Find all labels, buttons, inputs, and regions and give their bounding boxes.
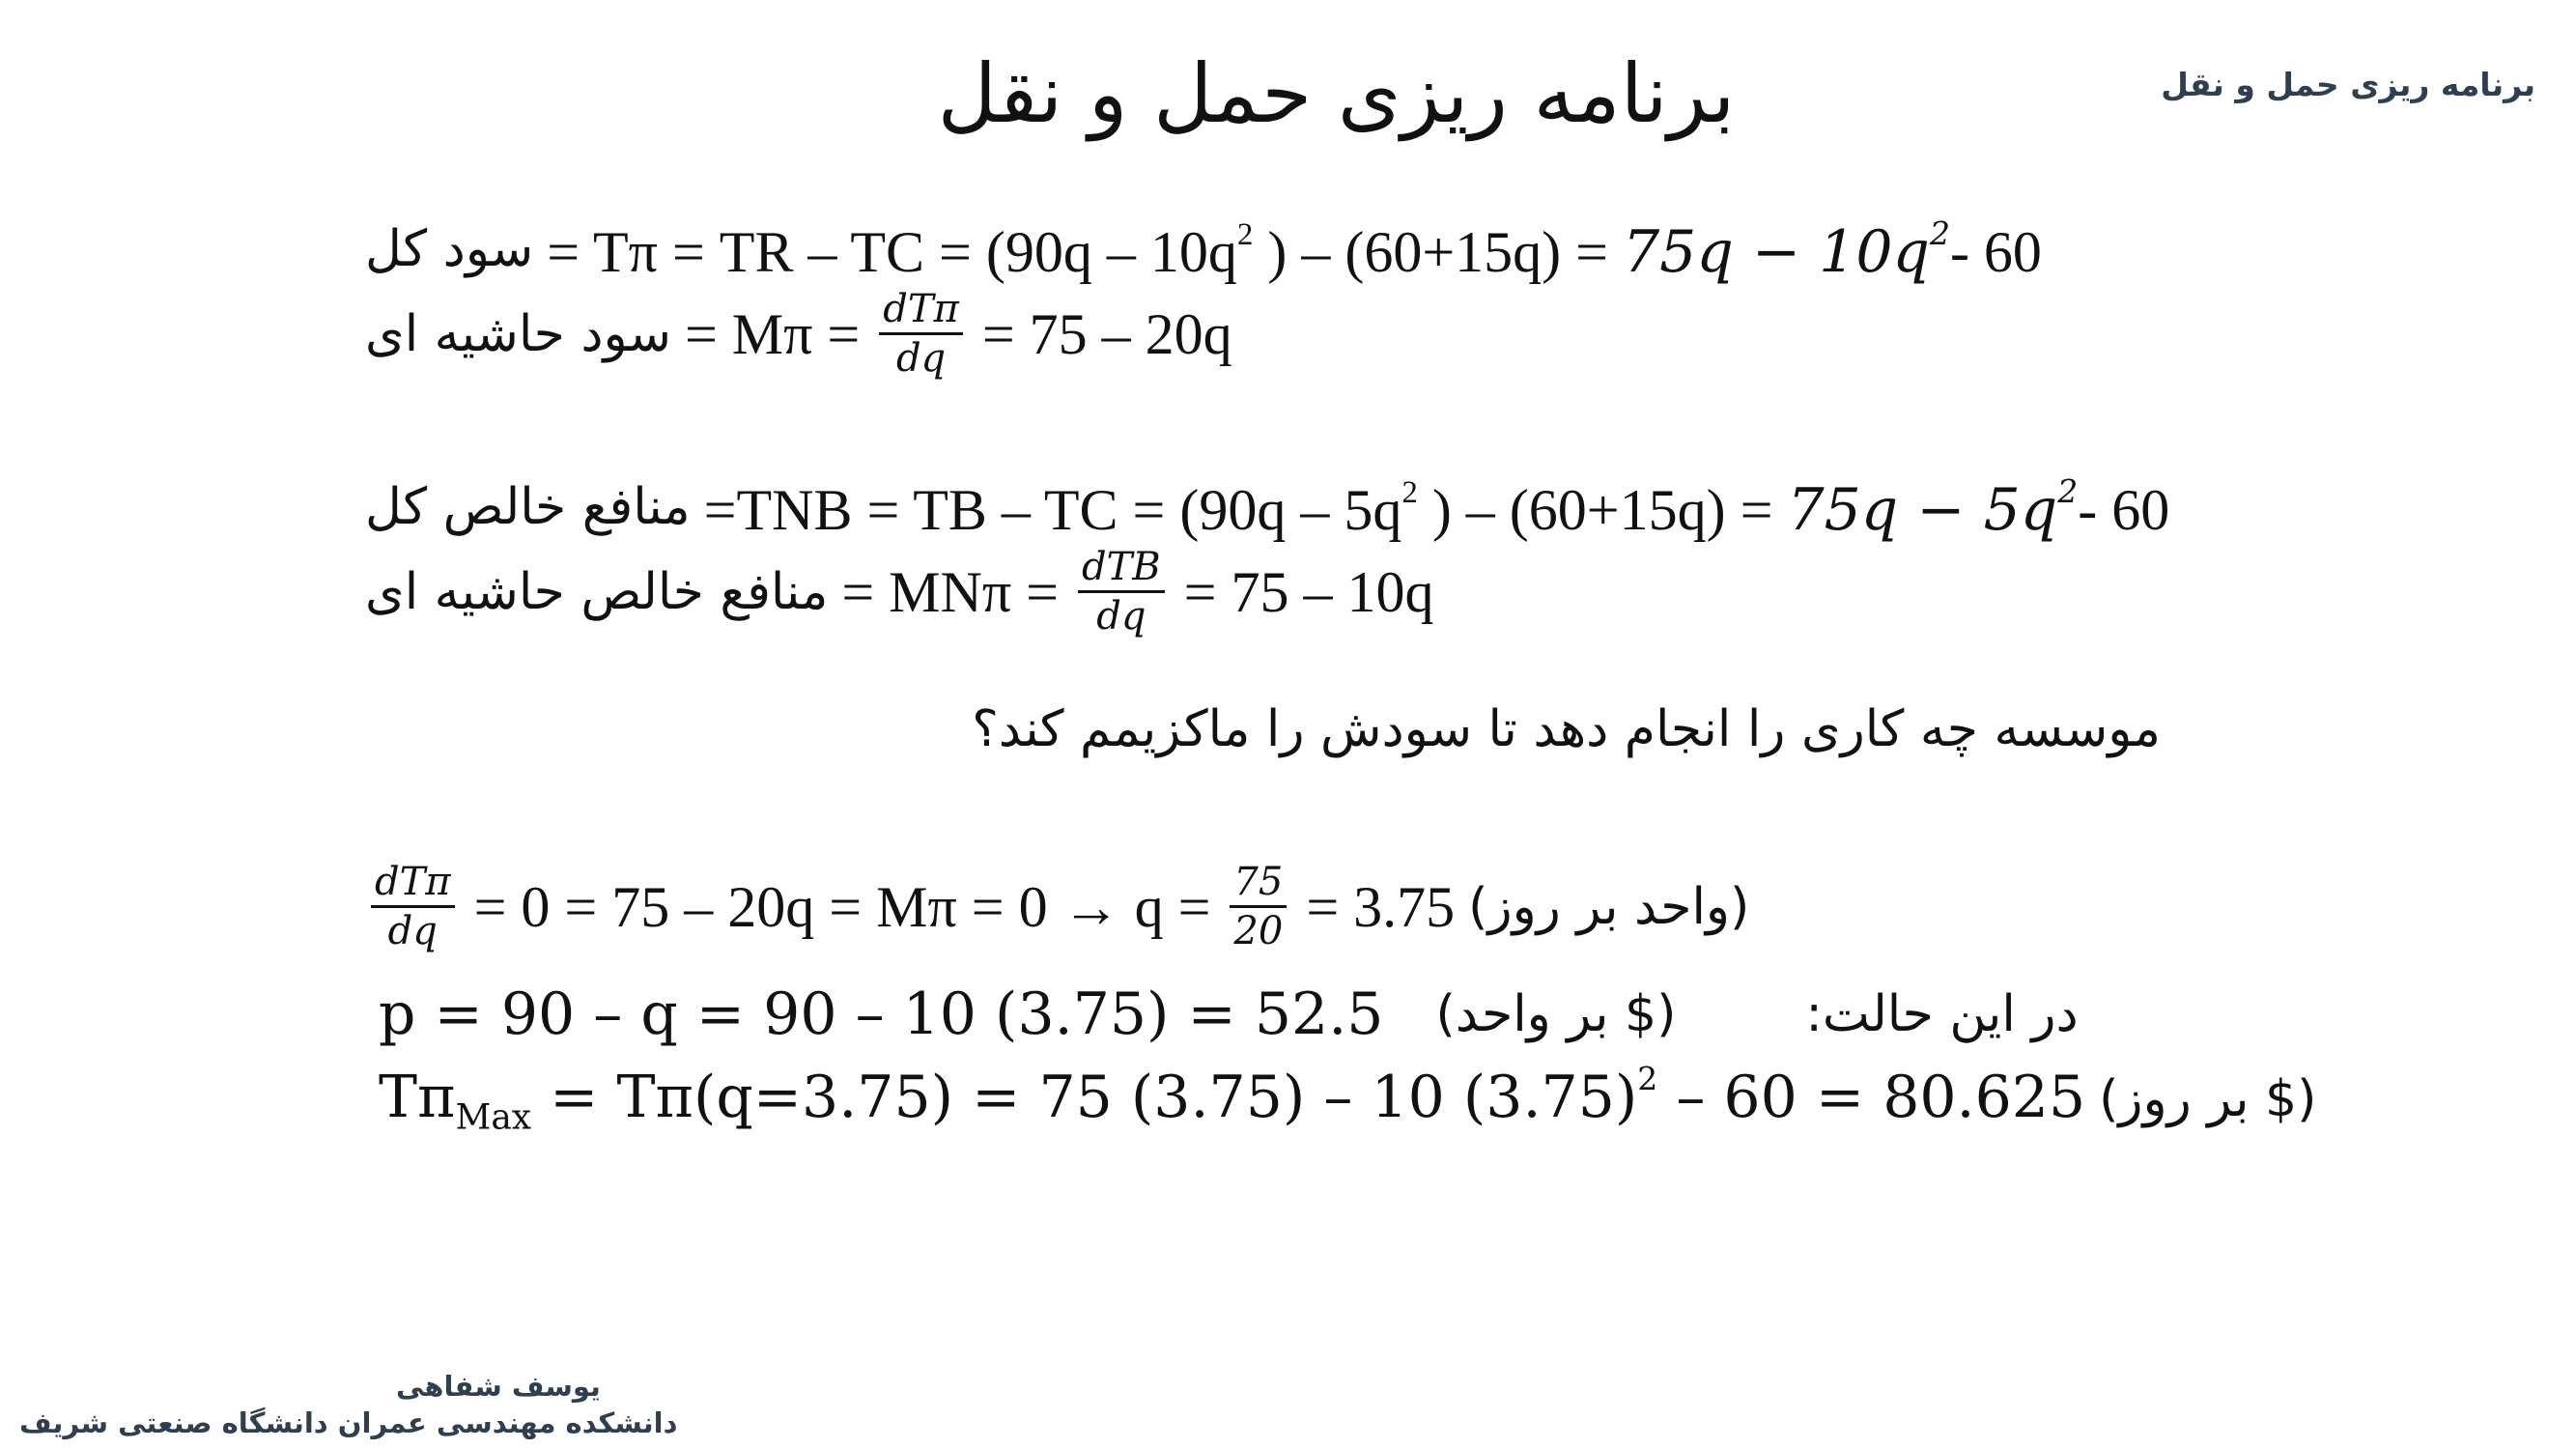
fraction-denominator: dq bbox=[895, 336, 947, 381]
solution-line-3 bbox=[379, 1060, 2317, 1138]
price-unit: ($ بر واحد) bbox=[1435, 985, 1677, 1043]
fraction-numerator: dTB bbox=[1078, 548, 1165, 593]
max-profit-unit: ($ بر روز) bbox=[2099, 1069, 2317, 1128]
quantity-fraction bbox=[1230, 860, 1287, 953]
derivative-fraction bbox=[371, 860, 455, 953]
solution-quantity-value: = 3.75 bbox=[1306, 874, 1456, 939]
marginal-net-benefit-line bbox=[365, 545, 1434, 639]
marginal-profit-fraction bbox=[879, 287, 963, 381]
marginal-profit-lhs: = Mπ = bbox=[684, 301, 861, 366]
fraction-denominator: dq bbox=[387, 909, 438, 953]
marginal-net-benefit-label: منافع خالص حاشیه ای bbox=[365, 562, 829, 621]
total-net-benefit-label: منافع خالص کل bbox=[365, 478, 691, 537]
total-profit-line bbox=[365, 214, 2042, 287]
fraction-numerator: dTπ bbox=[879, 290, 963, 335]
total-profit-label: سود کل bbox=[365, 220, 534, 279]
header-corner-label: برنامه ریزی حمل و نقل bbox=[2161, 66, 2535, 103]
question-text: موسسه چه کاری را انجام دهد تا سودش را ماکزیمم کند؟ bbox=[972, 700, 2161, 758]
marginal-net-benefit-fraction bbox=[1078, 545, 1165, 639]
fraction-numerator: dTπ bbox=[371, 863, 455, 908]
marginal-net-benefit-lhs: = MNπ = bbox=[841, 559, 1059, 624]
fraction-numerator: 75 bbox=[1230, 863, 1287, 908]
max-profit-expr: $T\pi_{Max} = T\pi(q=3.75) = 75$ (3.75) – 10 $(3.75)^2 - 60 = 80.625$ bbox=[379, 1060, 2086, 1138]
total-net-benefit-expr: =TNB = TB – TC = ($90q - 5q^2$ ) – $(60+15q) = 75q - 5q^2-$ 60 bbox=[703, 472, 2170, 545]
footer-author: یوسف شفاهی bbox=[396, 1370, 601, 1403]
solution-line-2 bbox=[379, 980, 2079, 1048]
marginal-profit-line bbox=[365, 287, 1232, 381]
marginal-net-benefit-rhs: = 75 – 10q bbox=[1183, 559, 1434, 624]
fraction-denominator: 20 bbox=[1233, 909, 1284, 953]
price-note: در این حالت: bbox=[1805, 985, 2079, 1043]
solution-quantity-unit: (واحد بر روز) bbox=[1468, 877, 1750, 936]
total-profit-expr: = Tπ = TR – TC = ($90q - 10q^2$ ) – $(60+15q) = 75q - 10q^2-$ 60 bbox=[547, 214, 2042, 287]
solution-line-1 bbox=[365, 860, 1750, 953]
total-net-benefit-line bbox=[365, 472, 2170, 545]
footer-affiliation: دانشکده مهندسی عمران دانشگاه صنعتی شریف bbox=[19, 1406, 678, 1439]
slide-title: برنامه ریزی حمل و نقل bbox=[937, 46, 1736, 141]
marginal-profit-label: سود حاشیه ای bbox=[365, 304, 671, 363]
fraction-denominator: dq bbox=[1096, 594, 1146, 639]
marginal-profit-rhs: = 75 – 20q bbox=[981, 301, 1232, 366]
solution-line-1-expr: = 0 = 75 – 20q = Mπ = 0 → q = bbox=[473, 874, 1211, 939]
price-expr: p = 90 – q = 90 – 10 (3.75) = 52.5 bbox=[379, 980, 1384, 1048]
slide-title-container bbox=[0, 46, 2576, 141]
